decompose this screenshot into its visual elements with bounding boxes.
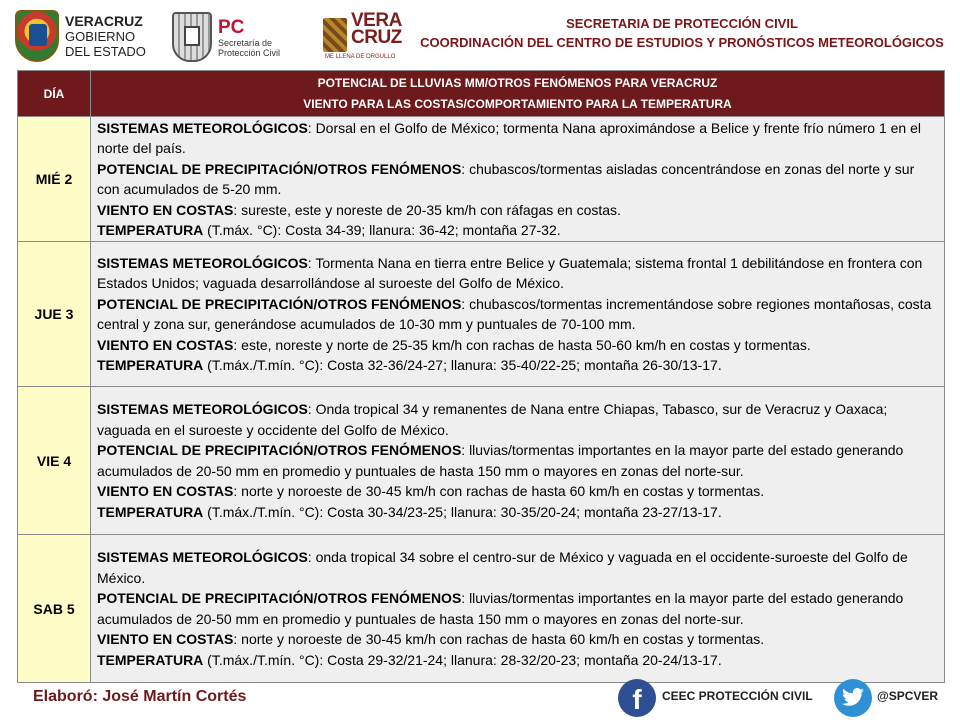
page-header xyxy=(0,0,960,70)
temp-text: (T.máx./T.mín. °C): Costa 32-36/24-27; llanura: 35-40/22-25; montaña 26-30/13-17. xyxy=(203,357,722,373)
sistemas-text: : Dorsal en el Golfo de México; tormenta Nana aproximándose a Belice y frente frío número 1 en el norte del país. xyxy=(97,119,922,156)
vc-logo-line2: CRUZ xyxy=(351,27,402,48)
org-title-line2: COORDINACIÓN DEL CENTRO DE ESTUDIOS Y PRONÓSTICOS METEOROLÓGICOS xyxy=(420,35,944,50)
table-row xyxy=(18,387,945,535)
viento-label: VIENTO EN COSTAS xyxy=(97,201,234,218)
pc-logo-sub2: Protección Civil xyxy=(218,48,281,58)
precip-text: : chubascos/tormentas aisladas concentrándose en zonas del norte y sur con acumulados de 5-20 mm. xyxy=(97,160,915,197)
sistemas-text: : Tormenta Nana en tierra entre Belice y Guatemala; sistema frontal 1 debilitándose en frontera con Estados Unidos; vaguada desarrollándose al suroeste del Golfo de México. xyxy=(97,254,923,291)
organization-title xyxy=(412,14,952,52)
twitter-label[interactable]: @SPCVER xyxy=(877,689,939,703)
temp-text: (T.máx./T.mín. °C): Costa 29-32/21-24; llanura: 28-32/20-23; montaña 20-24/13-17. xyxy=(203,651,722,668)
temp-label: TEMPERATURA xyxy=(97,357,204,373)
viento-label: VIENTO EN COSTAS xyxy=(97,336,234,353)
vc-logo-tagline: ME LLENA DE ORGULLO xyxy=(325,54,396,60)
precip-label: POTENCIAL DE PRECIPITACIÓN/OTROS FENÓMENOS xyxy=(97,590,462,606)
viento-text: : norte y noroeste de 30-45 km/h con rachas de hasta 60 km/h en costas y tormentas. xyxy=(233,483,765,499)
state-seal-icon xyxy=(15,10,59,62)
precip-label: POTENCIAL DE PRECIPITACIÓN/OTROS FENÓMENOS xyxy=(97,295,462,312)
forecast-cell xyxy=(91,117,945,242)
table-row xyxy=(18,242,945,387)
sistemas-label: SISTEMAS METEOROLÓGICOS xyxy=(97,401,308,417)
table-row xyxy=(18,535,945,683)
sistemas-label: SISTEMAS METEOROLÓGICOS xyxy=(97,549,308,565)
precip-text: : chubascos/tormentas incrementándose sobre regiones montañosas, costa central y zona sur, generándose acumulados de 10-30 mm y puntuales de 70-100 mm. xyxy=(97,295,932,332)
viento-text: : sureste, este y noreste de 20-35 km/h con ráfagas en costas. xyxy=(233,201,621,218)
column-header-line2: VIENTO PARA LAS COSTAS/COMPORTAMIENTO PARA LA TEMPERATURA xyxy=(303,96,732,111)
sistemas-label: SISTEMAS METEOROLÓGICOS xyxy=(97,254,308,271)
day-cell: VIE 4 xyxy=(18,387,91,535)
temp-label: TEMPERATURA xyxy=(97,651,204,668)
sistemas-text: : Onda tropical 34 y remanentes de Nana entre Chiapas, Tabasco, sur de Veracruz y Oaxaca; vaguada en el suroeste y occidente del Golfo de México. xyxy=(97,401,888,438)
pc-logo-sub1: Secretaría de xyxy=(218,38,273,48)
author-credit: Elaboró: José Martín Cortés xyxy=(33,688,247,705)
precip-label: POTENCIAL DE PRECIPITACIÓN/OTROS FENÓMENOS xyxy=(97,160,462,177)
sistemas-text: : onda tropical 34 sobre el centro-sur de México y vaguada en el occidente-suroeste del Golfo de México. xyxy=(97,549,908,586)
gov-logo-line1: VERACRUZ xyxy=(65,13,143,29)
proteccion-civil-logo xyxy=(172,12,312,64)
forecast-table xyxy=(17,70,945,683)
day-cell: MIÉ 2 xyxy=(18,117,91,242)
day-cell: JUE 3 xyxy=(18,242,91,387)
gov-logo-line3: DEL ESTADO xyxy=(65,44,146,59)
temp-label: TEMPERATURA xyxy=(97,222,204,238)
gov-logo-line2: GOBIERNO xyxy=(65,29,136,44)
facebook-icon[interactable]: f xyxy=(618,679,656,717)
column-header-forecast xyxy=(91,71,945,117)
vc-logo-line1: VERA xyxy=(351,10,402,31)
viento-text: : norte y noroeste de 30-45 km/h con rachas de hasta 60 km/h en costas y tormentas. xyxy=(233,631,765,647)
forecast-cell xyxy=(91,535,945,683)
table-row xyxy=(18,117,945,242)
veracruz-brand-mark-icon xyxy=(323,18,347,52)
forecast-cell xyxy=(91,242,945,387)
viento-text: : este, noreste y norte de 25-35 km/h con rachas de hasta 50-60 km/h en costas y tormentas. xyxy=(233,336,811,353)
veracruz-brand-logo xyxy=(323,12,403,64)
forecast-cell xyxy=(91,387,945,535)
facebook-label[interactable]: CEEC PROTECCIÓN CIVIL xyxy=(662,689,813,703)
precip-text: : lluvias/tormentas importantes en la mayor parte del estado generando acumulados de 20-50 mm en promedio y puntuales de hasta 150 mm o mayores en zonas del norte-sur. xyxy=(97,442,904,479)
veracruz-government-logo xyxy=(15,10,160,62)
table-header-row xyxy=(18,71,945,117)
temp-text: (T.máx. °C): Costa 34-39; llanura: 36-42; montaña 27-32. xyxy=(203,222,561,238)
day-cell: SAB 5 xyxy=(18,535,91,683)
temp-text: (T.máx./T.mín. °C): Costa 30-34/23-25; llanura: 30-35/20-24; montaña 23-27/13-17. xyxy=(203,503,722,520)
viento-label: VIENTO EN COSTAS xyxy=(97,483,234,499)
column-header-line1: POTENCIAL DE LLUVIAS MM/OTROS FENÓMENOS PARA VERACRUZ xyxy=(317,75,718,90)
viento-label: VIENTO EN COSTAS xyxy=(97,631,234,647)
pc-shield-icon xyxy=(172,12,212,62)
temp-label: TEMPERATURA xyxy=(97,503,204,520)
org-title-line1: SECRETARIA DE PROTECCIÓN CIVIL xyxy=(566,16,798,31)
precip-text: : lluvias/tormentas importantes en la mayor parte del estado generando acumulados de 20-50 mm en promedio y puntuales de hasta 150 mm o mayores en zonas del norte-sur. xyxy=(97,590,904,627)
pc-logo-title: PC xyxy=(218,17,245,38)
twitter-icon[interactable] xyxy=(834,679,872,717)
precip-label: POTENCIAL DE PRECIPITACIÓN/OTROS FENÓMENOS xyxy=(97,442,462,458)
sistemas-label: SISTEMAS METEOROLÓGICOS xyxy=(97,119,308,136)
column-header-day: DÍA xyxy=(18,71,91,117)
